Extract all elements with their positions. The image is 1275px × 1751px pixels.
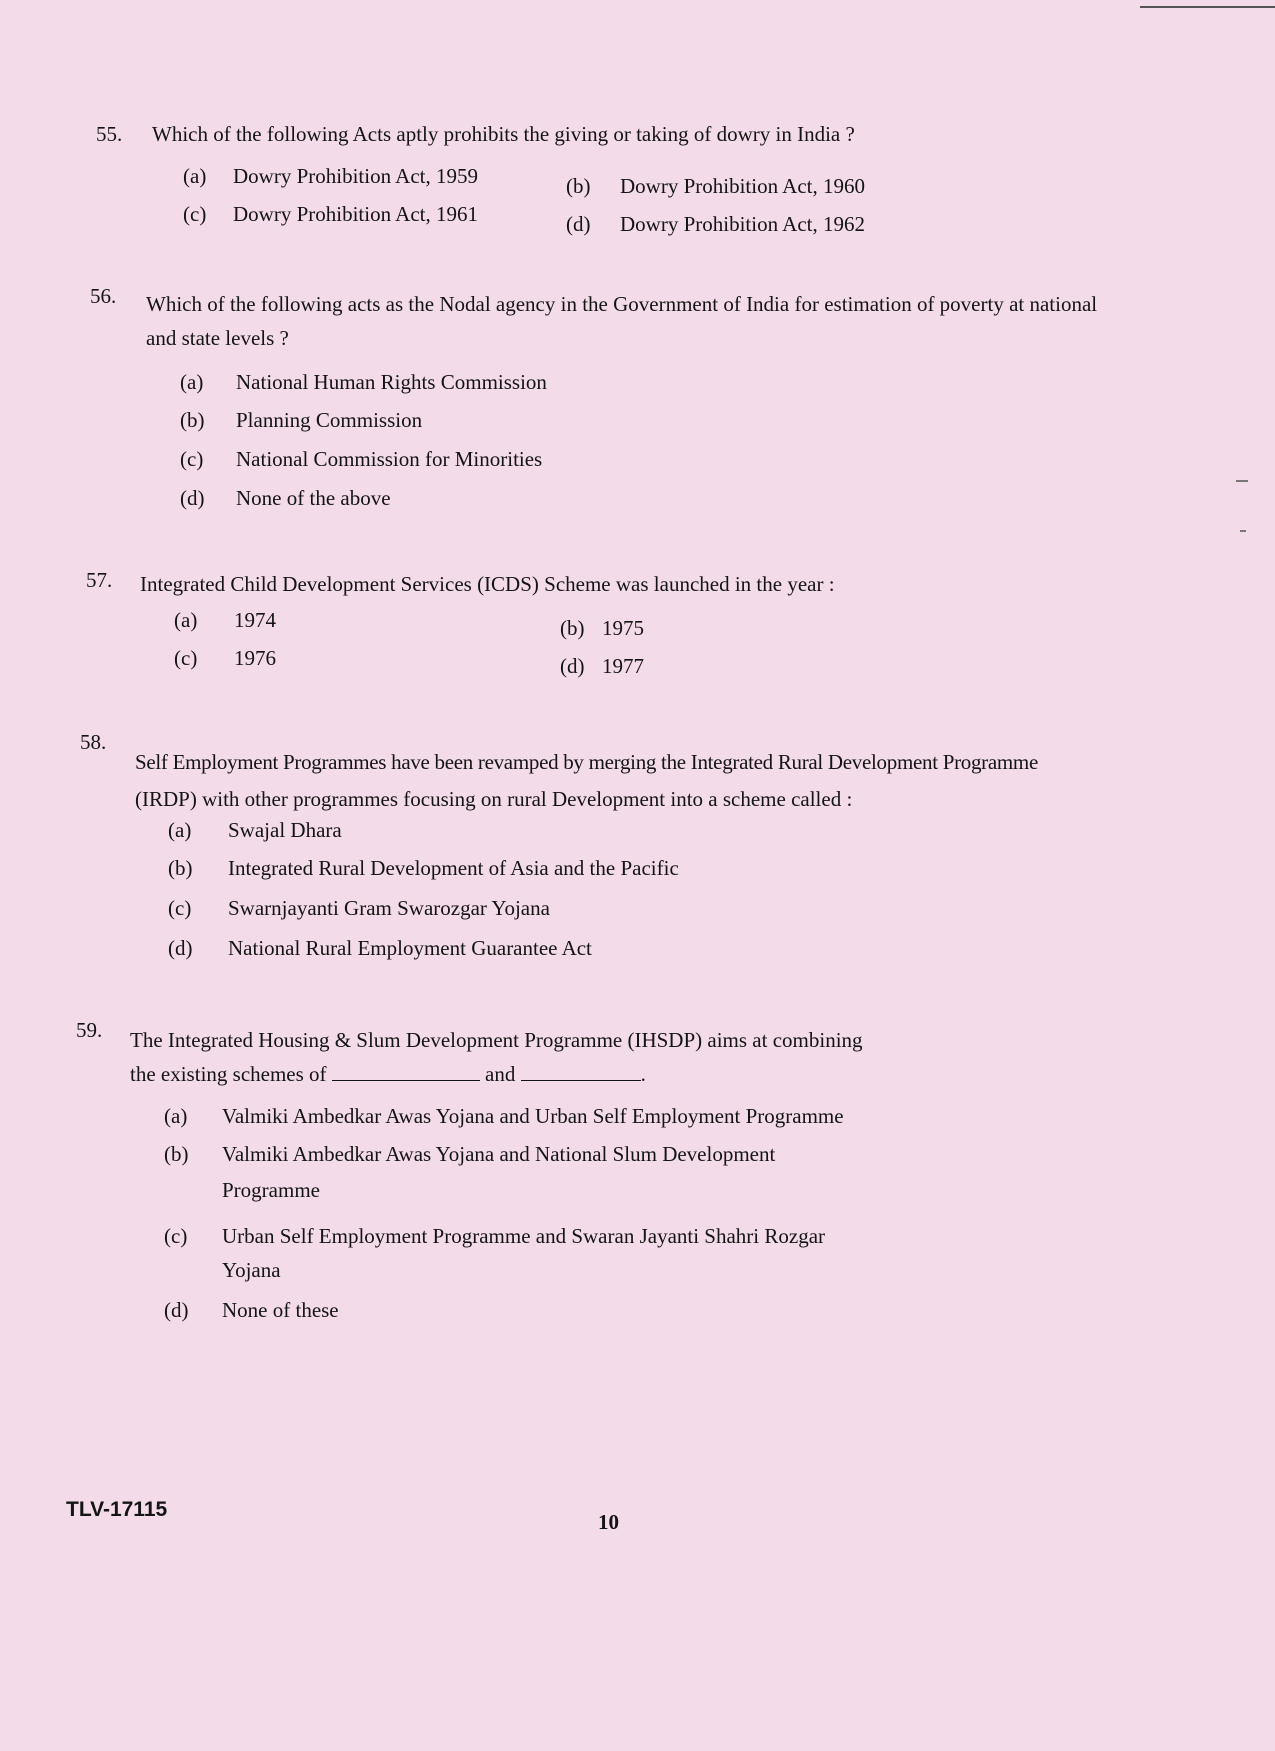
option-text: Valmiki Ambedkar Awas Yojana and National Slum Development <box>222 1142 776 1166</box>
option-c <box>174 644 276 672</box>
option-d <box>168 934 592 962</box>
option-text: 1974 <box>234 608 276 632</box>
option-text: Dowry Prohibition Act, 1960 <box>620 174 865 198</box>
option-b <box>168 854 679 882</box>
option-text: None of these <box>222 1298 339 1322</box>
question-text-line1: Which of the following acts as the Nodal agency in the Government of India for estimation of poverty at national <box>146 292 1098 316</box>
question-text-line2: (IRDP) with other programmes focusing on rural Development into a scheme called : <box>135 787 853 811</box>
option-label: (b) <box>180 408 205 432</box>
paper-code: TLV-17115 <box>66 1498 168 1521</box>
question-text: Integrated Child Development Services (ICDS) Scheme was launched in the year : <box>140 572 835 596</box>
option-label: (a) <box>164 1104 188 1128</box>
option-c-line2: Yojana <box>222 1258 281 1282</box>
option-label: (b) <box>164 1142 189 1166</box>
option-b-line2: Programme <box>222 1178 320 1202</box>
option-label: (c) <box>183 202 207 226</box>
option-text: Swarnjayanti Gram Swarozgar Yojana <box>228 896 550 920</box>
option-d <box>180 484 391 512</box>
option-text: Dowry Prohibition Act, 1962 <box>620 212 865 236</box>
option-label: (c) <box>174 646 198 670</box>
option-c <box>168 894 550 922</box>
option-a <box>183 162 478 190</box>
option-text: National Human Rights Commission <box>236 370 547 394</box>
option-label: (d) <box>164 1298 189 1322</box>
option-text: National Rural Employment Guarantee Act <box>228 936 592 960</box>
option-a <box>180 368 547 396</box>
option-c <box>183 200 478 228</box>
question-text-part: and <box>485 1062 516 1086</box>
question-number: 55. <box>96 122 123 146</box>
question-number: 57. <box>86 568 113 592</box>
scan-mark <box>1236 480 1248 482</box>
option-b <box>566 172 865 200</box>
option-label: (b) <box>168 856 193 880</box>
question-text-line1: The Integrated Housing & Slum Development Programme (IHSDP) aims at combining <box>130 1028 863 1052</box>
option-text: 1977 <box>602 654 644 678</box>
question-text-part: . <box>640 1062 646 1086</box>
fill-blank-1 <box>332 1062 480 1081</box>
option-label: (b) <box>566 174 591 198</box>
question-number: 58. <box>80 730 107 754</box>
option-label: (c) <box>164 1224 188 1248</box>
option-label: (c) <box>180 447 204 471</box>
option-text: Urban Self Employment Programme and Swaran Jayanti Shahri Rozgar <box>222 1224 826 1248</box>
fill-blank-2 <box>521 1062 641 1081</box>
option-a <box>164 1102 844 1130</box>
option-label: (a) <box>174 608 198 632</box>
option-d <box>560 652 644 680</box>
option-text: Dowry Prohibition Act, 1959 <box>233 164 478 188</box>
option-text: Dowry Prohibition Act, 1961 <box>233 202 478 226</box>
option-text: Integrated Rural Development of Asia and the Pacific <box>228 856 679 880</box>
option-label: (d) <box>566 212 591 236</box>
option-c <box>180 445 542 473</box>
scan-mark <box>1240 530 1246 532</box>
option-a <box>174 606 276 634</box>
option-text: Planning Commission <box>236 408 423 432</box>
option-label: (a) <box>183 164 207 188</box>
option-label: (b) <box>560 616 585 640</box>
question-number: 56. <box>90 284 117 308</box>
option-text: 1975 <box>602 616 644 640</box>
option-b <box>560 614 644 642</box>
page-number: 10 <box>598 1510 619 1534</box>
option-text: 1976 <box>234 646 276 670</box>
option-b <box>164 1140 775 1168</box>
option-d <box>164 1296 339 1324</box>
option-label: (d) <box>560 654 585 678</box>
option-label: (c) <box>168 896 192 920</box>
question-text-line2 <box>130 1060 646 1088</box>
option-a <box>168 816 342 844</box>
question-text-part: the existing schemes of <box>130 1062 327 1086</box>
question-text-line2: and state levels ? <box>146 326 289 350</box>
page-edge-rule <box>1140 6 1275 8</box>
option-text: National Commission for Minorities <box>236 447 543 471</box>
question-number: 59. <box>76 1018 103 1042</box>
question-text: Which of the following Acts aptly prohibits the giving or taking of dowry in India ? <box>152 122 855 146</box>
option-c <box>164 1222 825 1250</box>
option-label: (d) <box>168 936 193 960</box>
question-text-line1: Self Employment Programmes have been revamped by merging the Integrated Rural Development Programme <box>135 750 1038 774</box>
option-label: (a) <box>168 818 192 842</box>
option-d <box>566 210 865 238</box>
option-label: (a) <box>180 370 204 394</box>
option-text: Valmiki Ambedkar Awas Yojana and Urban Self Employment Programme <box>222 1104 844 1128</box>
option-text: None of the above <box>236 486 391 510</box>
option-label: (d) <box>180 486 205 510</box>
option-text: Swajal Dhara <box>228 818 342 842</box>
option-b <box>180 406 422 434</box>
